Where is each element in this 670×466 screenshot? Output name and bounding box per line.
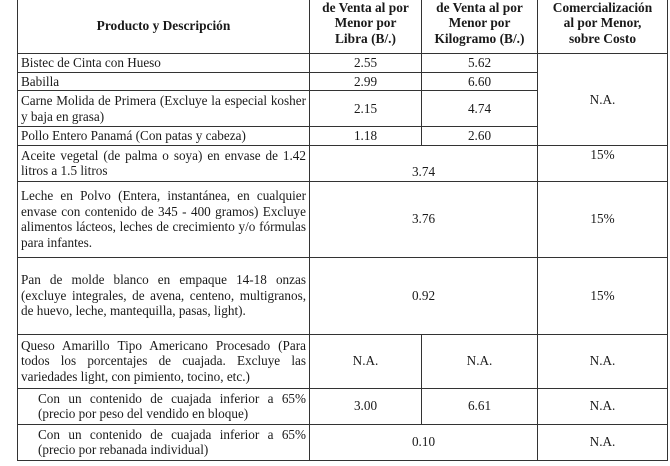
price-lb: 1.18 — [310, 127, 422, 146]
row-desc: Pan de molde blanco en empaque 14-18 onzas (excluye integrales, de avena, centeno, multigranos, de huevo, leche, mantequilla, pasas, light). — [18, 257, 310, 334]
table-row — [18, 54, 668, 73]
header-price-lb: de Venta al por Menor por Libra (B/.) — [310, 0, 422, 54]
table-row — [18, 388, 668, 424]
price-merged: 3.74 — [310, 145, 538, 181]
price-table — [17, 0, 668, 461]
table-row — [18, 145, 668, 181]
price-lb: 3.00 — [310, 388, 422, 424]
margin: N.A. — [538, 388, 668, 424]
price-lb: 2.15 — [310, 91, 422, 127]
header-price-kg: de Venta al por Menor por Kilogramo (B/.) — [422, 0, 538, 54]
margin: 15% — [538, 145, 668, 181]
table-row — [18, 181, 668, 257]
price-lb: N.A. — [310, 334, 422, 388]
price-kg: N.A. — [422, 334, 538, 388]
price-merged: 0.10 — [310, 424, 538, 460]
table-row — [18, 257, 668, 334]
table-row — [18, 424, 668, 460]
row-desc: Babilla — [18, 72, 310, 91]
margin: 15% — [538, 181, 668, 257]
price-kg: 2.60 — [422, 127, 538, 146]
row-desc: Aceite vegetal (de palma o soya) en envase de 1.42 litros a 1.5 litros — [18, 145, 310, 181]
price-kg: 6.61 — [422, 388, 538, 424]
row-desc: Con un contenido de cuajada inferior a 65% (precio por rebanada individual) — [18, 424, 310, 460]
header-margin: Comercialización al por Menor, sobre Costo — [538, 0, 668, 54]
row-desc: Pollo Entero Panamá (Con patas y cabeza) — [18, 127, 310, 146]
margin: N.A. — [538, 334, 668, 388]
price-kg: 5.62 — [422, 54, 538, 73]
price-lb: 2.99 — [310, 72, 422, 91]
meat-margin: N.A. — [538, 54, 668, 146]
price-lb: 2.55 — [310, 54, 422, 73]
margin: 15% — [538, 257, 668, 334]
price-kg: 6.60 — [422, 72, 538, 91]
row-desc: Con un contenido de cuajada inferior a 65% (precio por peso del vendido en bloque) — [18, 388, 310, 424]
header-product: Producto y Descripción — [18, 0, 310, 54]
margin: N.A. — [538, 424, 668, 460]
row-desc: Queso Amarillo Tipo Americano Procesado (Para todos los porcentajes de cuajada. Excluye las variedades light, con pimiento, tocino, etc.) — [18, 334, 310, 388]
price-merged: 3.76 — [310, 181, 538, 257]
row-desc: Leche en Polvo (Entera, instantánea, en cualquier envase con contenido de 345 - 400 gramos) Excluye alimentos lácteos, leches de crecimiento y/o fórmulas para infantes. — [18, 181, 310, 257]
table-row — [18, 334, 668, 388]
row-desc: Carne Molida de Primera (Excluye la especial kosher y baja en grasa) — [18, 91, 310, 127]
header-row — [18, 0, 668, 54]
price-kg: 4.74 — [422, 91, 538, 127]
price-merged: 0.92 — [310, 257, 538, 334]
row-desc: Bistec de Cinta con Hueso — [18, 54, 310, 73]
